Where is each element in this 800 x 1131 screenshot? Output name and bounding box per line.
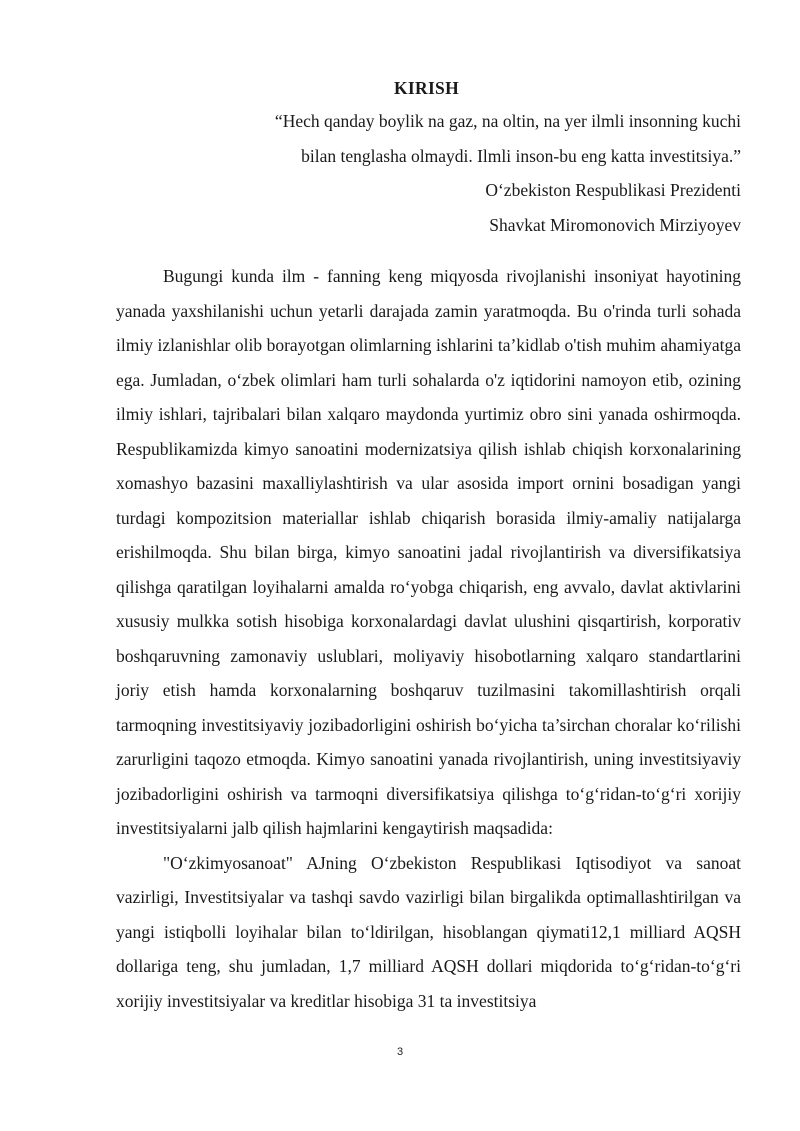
epigraph-quote-line-2: bilan tenglasha olmaydi. Ilmli inson-bu eng katta investitsiya.” bbox=[301, 145, 741, 166]
paragraph: Bugungi kunda ilm - fanning keng miqyosda rivojlanishi insoniyat hayotining yanada yaxshilanishi uchun yetarli darajada zamin yaratmoqda. Bu o'rinda turli sohada ilmiy izlanishlar olib borayotgan olimlarning ishlarini ta’kidlab o'tish muhim ahamiyatga ega. Jumladan, o‘zbek olimlari ham turli sohalarda o'z iqtidorini namoyon etib, ozining ilmiy ishlari, tajribalari bilan xalqaro maydonda yurtimiz obro sini yanada oshirmoqda. Respublikamizda kimyo sanoatini modernizatsiya qilish ishlab chiqish korxonalarining xomashyo bazasini maxalliylashtirish va ular asosida import ornini bosadigan yangi turdagi kompozitsion materiallar ishlab chiqarish borasida ilmiy-amaliy natijalarga erishilmoqda. Shu bilan birga, kimyo sanoatini jadal rivojlantirish va diversifikatsiya qilishga qaratilgan loyihalarni amalda ro‘yobga chiqarish, eng avvalo, davlat aktivlarini xususiy mulkka sotish hisobiga korxonalardagi davlat ulushini qisqartirish, korporativ boshqaruvning zamonaviy uslublari, moliyaviy hisobotlarning xalqaro standartlarini joriy etish hamda korxonalarning boshqaruv tuzilmasini takomillashtirish orqali tarmoqning investitsiyaviy jozibadorligini oshirish bo‘yicha ta’sirchan choralar ko‘rilishi zarurligini taqozo etmoqda. Kimyo sanoatini yanada rivojlantirish, uning investitsiyaviy jozibadorligini oshirish va tarmoqni diversifikatsiya qilishga to‘g‘ridan-to‘g‘ri xorijiy investitsiyalarni jalb qilish hajmlarini kengaytirish maqsadida: bbox=[116, 266, 741, 838]
epigraph bbox=[275, 104, 741, 242]
section-title: KIRISH bbox=[393, 78, 459, 98]
epigraph-quote-line-1: “Hech qanday boylik na gaz, na oltin, na yer ilmli insonning kuchi bbox=[274, 111, 741, 131]
paragraph: "O‘zkimyosanoat" AJning O‘zbekiston Respublikasi Iqtisodiyot va sanoat vazirligi, Investitsiyalar va tashqi savdo vazirligi bilan birgalikda optimallashtirilgan va yangi istiqbolli loyihalar bilan to‘ldirilgan, hisoblangan qiymati12,1 milliard AQSH dollariga teng, shu jumladan, 1,7 milliard AQSH dollari miqdorida to‘g‘ridan-to‘g‘ri xorijiy investitsiyalar va kreditlar hisobiga 31 ta investitsiya bbox=[116, 852, 741, 1011]
body-text bbox=[116, 259, 741, 1018]
epigraph-author-title: O‘zbekiston Respublikasi Prezidenti bbox=[485, 180, 741, 200]
epigraph-author-name: Shavkat Miromonovich Mirziyoyev bbox=[489, 214, 741, 235]
page-number: 3 bbox=[396, 1046, 404, 1058]
